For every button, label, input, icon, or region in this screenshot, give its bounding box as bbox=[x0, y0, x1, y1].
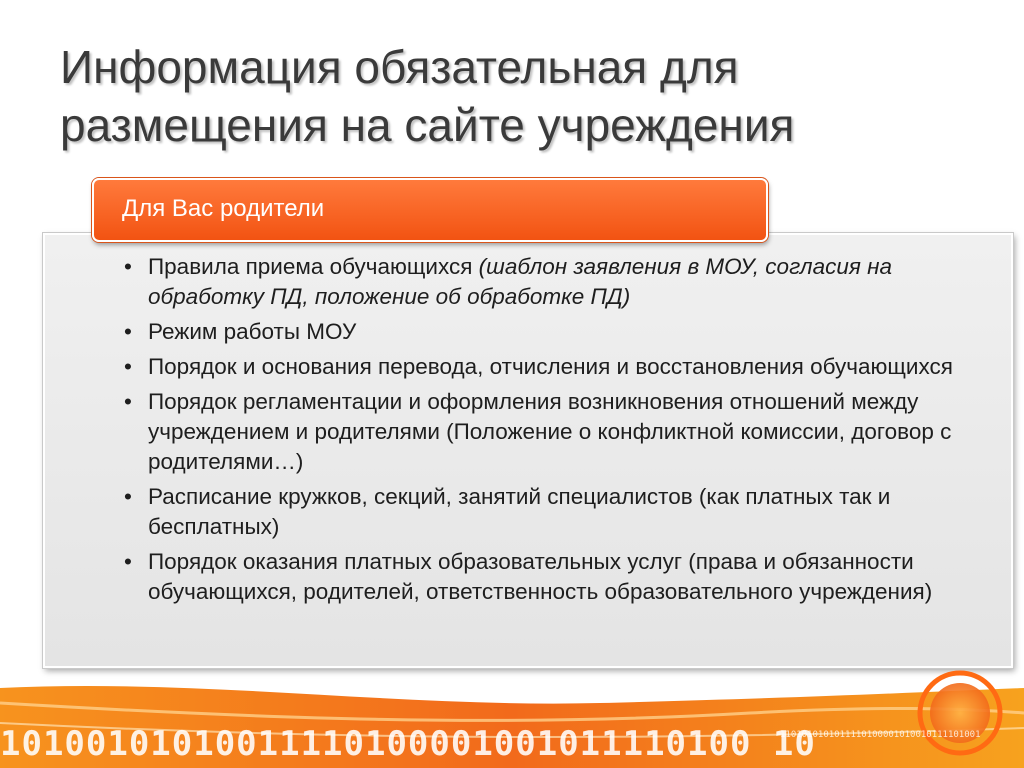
list-item bbox=[120, 547, 1000, 607]
bullet-icon: • bbox=[124, 484, 132, 509]
binary-decoration: 10100101010011110100001001011110100 10 bbox=[0, 727, 816, 761]
list-item bbox=[120, 252, 1000, 312]
bullet-icon: • bbox=[124, 319, 132, 344]
list-item-text: Порядок и основания перевода, отчисления и восстановления обучающихся bbox=[148, 354, 953, 379]
list-item bbox=[120, 317, 1000, 347]
slide-title: Информация обязательная для размещения на сайте учреждения bbox=[60, 41, 795, 151]
list-item-text: Правила приема обучающихся bbox=[148, 254, 479, 279]
bullet-icon: • bbox=[124, 549, 132, 574]
list-item bbox=[120, 482, 1000, 542]
section-tab-label: Для Вас родители bbox=[122, 195, 325, 222]
bullet-icon: • bbox=[124, 389, 132, 414]
bullet-icon: • bbox=[124, 254, 132, 279]
bullet-icon: • bbox=[124, 354, 132, 379]
list-item-text: Режим работы МОУ bbox=[148, 319, 357, 344]
list-item-text: Порядок оказания платных образовательных услуг (права и обязанности обучающихся, родителей, ответственность образовательного учреждения) bbox=[148, 549, 933, 604]
binary-decoration-small: 1101010101011110100001010010111101001 bbox=[780, 730, 981, 740]
list-item bbox=[120, 352, 1000, 382]
list-item-text: Расписание кружков, секций, занятий специалистов (как платных так и бесплатных) bbox=[148, 484, 891, 539]
list-item bbox=[120, 387, 1000, 477]
bullet-list bbox=[120, 252, 1000, 612]
list-item-text: Порядок регламентации и оформления возникновения отношений между учреждением и родителями (Положение о конфликтной комиссии, договор с родителями…) bbox=[148, 389, 952, 474]
section-tab bbox=[92, 178, 768, 242]
list-item-note: (шаблон заявления в МОУ, согласия на обработку ПД, положение об обработке ПД) bbox=[148, 254, 893, 309]
